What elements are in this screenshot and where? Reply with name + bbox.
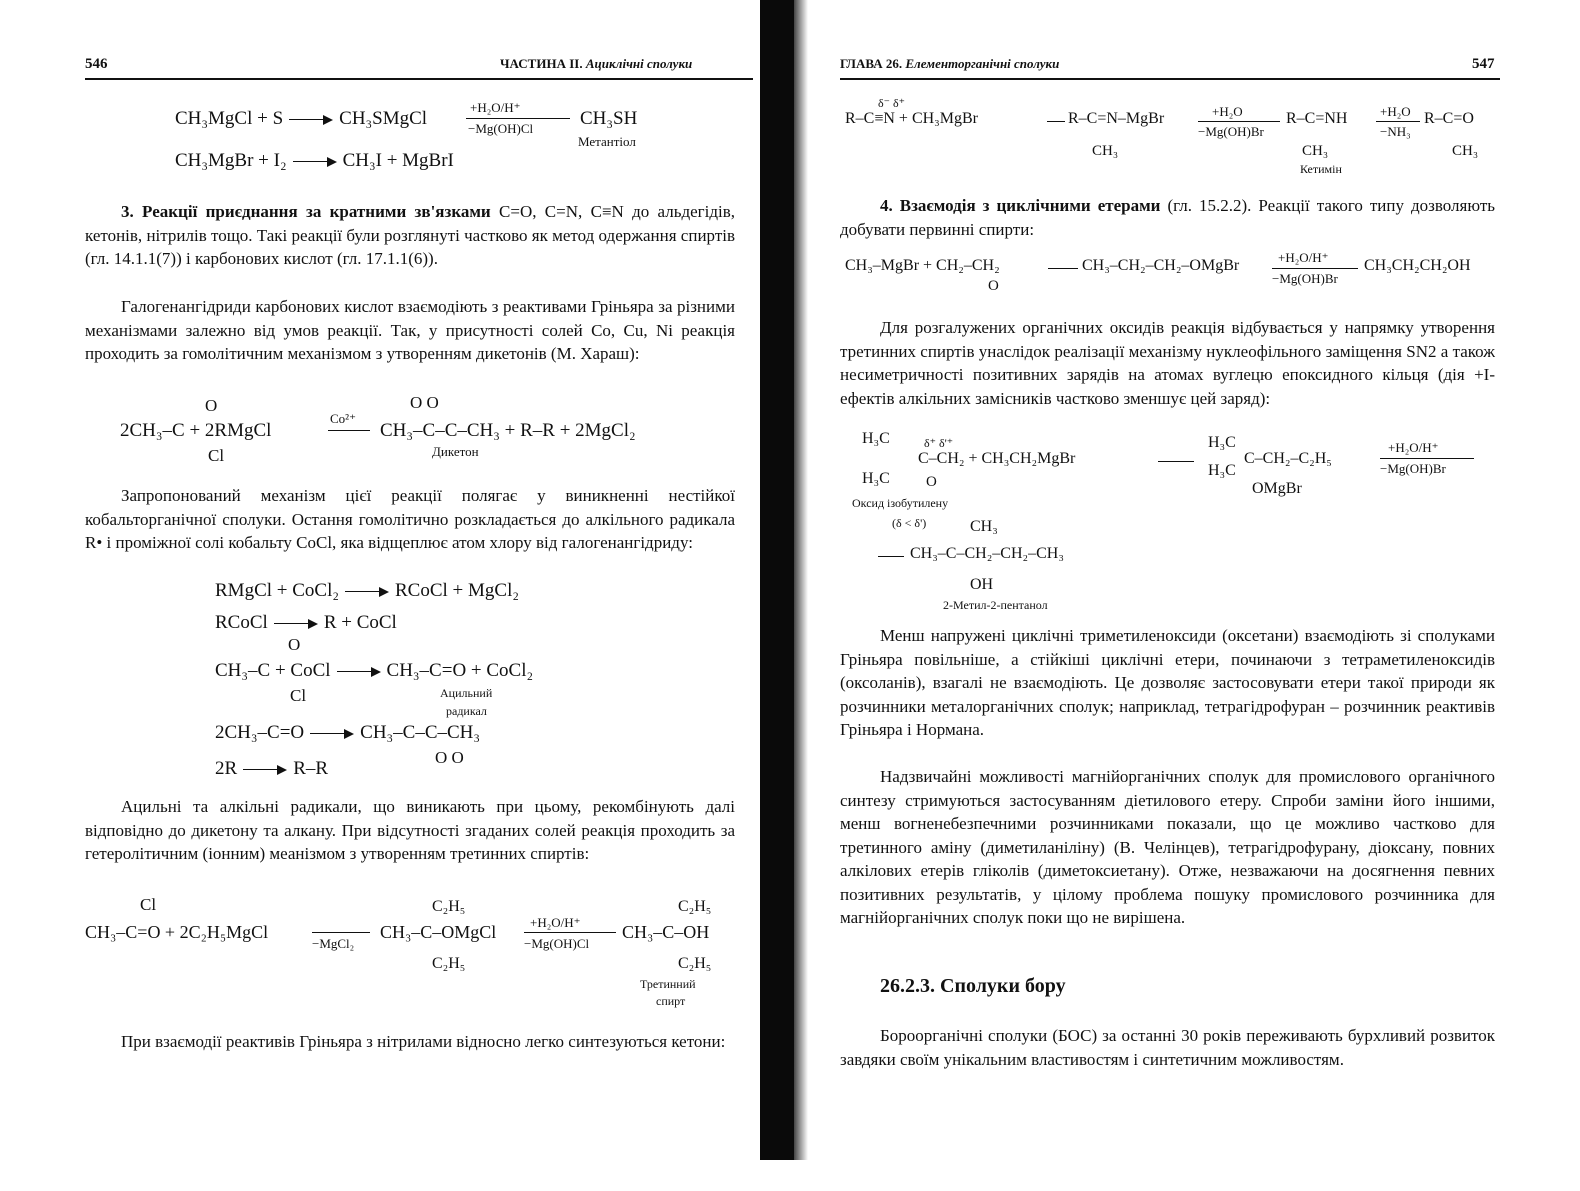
eq4-mid-bottom: C₂H₅ [432, 955, 466, 972]
eq3-oxygen: O [205, 396, 218, 415]
nitrile-intermediate: R–C=N–MgBr [1068, 110, 1165, 127]
mech-step-2: RCoCl R + CoCl [215, 612, 397, 633]
left-page [0, 0, 760, 1191]
eq3-catalyst: Co²⁺ [330, 411, 356, 426]
ketone-product: R–C=O [1424, 110, 1474, 127]
paragraph-nitriles: При взаємодії реактивів Гріньяра з нітрилами відносно легко синтезуються кетони: [121, 1032, 726, 1051]
pentanol-hydroxyl: OH [970, 576, 994, 593]
isobutylene-oxide-label: Оксид ізобутилену [852, 496, 949, 510]
paragraph-mechanism: Запропонований механізм цієї реакції полягає у виникненні нестійкої кобальторганічної сполуки. Остання гомолітично розкладається до алкільного радикала R• і проміжної солі кобальту CoCl, яка відщеплює атом хлору від галогенангідриду: [85, 486, 735, 552]
nitrile-condition-1-top: +H₂O [1212, 104, 1243, 119]
paragraph-additions: 3. Реакції приєднання за кратними зв'язками C=O, C=N, C≡N до альдегідів, кетонів, нітрилів тощо. Такі реакції були розглянуті частково як метод одержання спиртів (гл. 14.1.1(7)) і карбонових кислот (гл. 17.1.1(6)). [85, 202, 736, 268]
mech-step-4: 2CH₃–C=O CH₃–C–C–CH₃ [215, 722, 481, 743]
eq4-mid-top: C₂H₅ [432, 898, 466, 915]
eq4-product-top: C₂H₅ [678, 898, 712, 915]
eq4-chlorine: Cl [140, 895, 157, 914]
eq4-condition-2-top: +H₂O/H⁺ [530, 915, 581, 930]
mech3-chlorine: Cl [290, 686, 307, 705]
ketimine-label: Кетимін [1300, 162, 1342, 176]
ketone-methyl: CH₃ [1452, 143, 1479, 159]
paragraph-boron: Бороорганічні сполуки (БОС) за останні 30 років переживають бурхливий розвиток завдяки своїм унікальним властивостям і синтетичним можливостям. [840, 1026, 1495, 1069]
eq3-label: Дикетон [432, 444, 479, 459]
nitrile-condition-2-top: +H₂O [1380, 104, 1411, 119]
paragraph-branched-oxides: Для розгалужених органічних оксидів реакція відбувається у напрямку утворення третинних спиртів унаслідок реалізації механізму нуклеофільного заміщення SN2 а також несиметричності позитивних зарядів на атомах вуглецю епоксидного кільця (дія +I-ефектів алкільних замісників частково зменшує цей заряд): [840, 318, 1495, 408]
alkoxide-methyl-bottom: H₃C [1208, 462, 1236, 479]
tertiary-alcohol-label-1: Третинний [640, 977, 696, 991]
eq4-condition-1: −MgCl₂ [312, 936, 355, 951]
eq4-reactants: CH₃–C=O + 2C₂H₅MgCl [85, 922, 269, 942]
epoxide-condition-top: +H₂O/H⁺ [1388, 440, 1439, 455]
nitrile-condition-1-bottom: −Mg(OH)Br [1198, 124, 1264, 139]
paragraph-oxetanes: Менш напружені циклічні триметиленоксиди (оксетани) взаємодіють зі сполуками Гріньяра повільніше, а стійкіші циклічні етери, починаючи з тетраметиленоксидів (оксоланів), взагалі не взаємодіють. Це дозволяє застосовувати етери такої природи як розчинники металорганічних сполук; наприклад, тетрагідрофуран – розчинник реактивів Гріньяра і Нормана. [840, 626, 1495, 739]
alkoxide-intermediate: C–CH₂–C₂H₅ [1244, 450, 1332, 467]
header-rule-right [840, 78, 1500, 80]
book-spine [760, 0, 794, 1160]
page-number-right: 547 [1472, 56, 1495, 72]
mech-step-1: RMgCl + CoCl₂ RCoCl + MgCl₂ [215, 580, 519, 601]
ketimine: R–C=NH [1286, 110, 1348, 127]
epoxide-arrow-1 [1158, 461, 1194, 462]
pentanol-methyl: CH₃ [970, 518, 998, 535]
delta-condition: (δ < δ') [892, 516, 927, 530]
eq3-chlorine: Cl [208, 446, 225, 465]
ether-reactants: CH₃–MgBr + CH₂–CH₂ [845, 257, 1000, 274]
ether-oxygen: O [988, 278, 999, 294]
eq4-arrow-2 [524, 932, 616, 933]
ether-intermediate: CH₃–CH₂–CH₂–OMgBr [1082, 257, 1240, 274]
eq3-reactants: 2CH₃–C + 2RMgCl [120, 420, 272, 441]
pentanol-label: 2-Метил-2-пентанол [943, 598, 1048, 612]
ether-condition-bottom: −Mg(OH)Br [1272, 271, 1338, 286]
epoxide-reactants: C–CH₂ + CH₃CH₂MgBr [918, 450, 1076, 467]
acyl-radical-label-1: Ацильний [440, 686, 493, 700]
ether-arrow-2 [1272, 268, 1358, 269]
ether-condition-top: +H₂O/H⁺ [1278, 250, 1329, 265]
paragraph-solvents: Надзвичайні можливості магнійорганічних сполук для промислового органічного синтезу стримуються застосуванням діетилового етеру. Спроби заміни його іншими, менш вогненебезпечними розчинниками показали, що це можливо частково для третинного аміну (диметиланіліну) (В. Челінцев), тетрагідрофурану, діоксану, повних алкілових етерів гліколів (диметоксиетану). Отже, незважаючи на досягнення певних позитивних результатів, у цілому проблема пошуку промислового розчинника для магнійорганічних сполук поки що не вирішена. [840, 767, 1495, 927]
section-heading: 26.2.3. Сполуки бору [880, 975, 1066, 997]
eq4-arrow-1 [312, 932, 370, 933]
eq1-condition-bottom: −Mg(OH)Cl [468, 121, 534, 136]
paragraph-cyclic-ethers: 4. Взаємодія з циклічними етерами (гл. 15.2.2). Реакції такого типу дозволяють добувати первинні спирти: [840, 196, 1496, 239]
pentanol-arrow [878, 556, 904, 557]
eq3-oxygens: O O [410, 393, 439, 412]
nitrile-arrow-1 [1047, 121, 1065, 122]
nitrile-partial-charges: δ⁻ δ⁺ [878, 96, 905, 110]
ether-arrow-1 [1048, 268, 1078, 269]
paragraph-radicals: Ацильні та алкільні радикали, що виникають при цьому, рекомбінують далі відповідно до дикетону та алкану. При відсутності згаданих солей реакція проходить за гетеролітичним (іонним) меанізмом з утворенням третинних спиртів: [85, 797, 735, 863]
eq4-intermediate: CH₃–C–OMgCl [380, 922, 497, 942]
propanol-product: CH₃CH₂CH₂OH [1364, 257, 1471, 274]
nitrile-arrow-3 [1376, 121, 1420, 122]
eq3-arrow [328, 430, 370, 431]
acyl-radical-label-2: радикал [446, 704, 487, 718]
equation-2: CH₃MgBr + I₂ CH₃I + MgBrI [175, 150, 454, 171]
epoxide-methyl-top: H₃C [862, 430, 890, 447]
pentanol-chain: CH₃–C–CH₂–CH₂–CH₃ [910, 545, 1064, 562]
nitrile-reactants: R–C≡N + CH₃MgBr [845, 110, 978, 127]
epoxide-partial-charges: δ⁺ δ'⁺ [924, 436, 954, 450]
eq1-label: Метантіол [578, 134, 636, 149]
tertiary-alcohol-label-2: спирт [656, 994, 686, 1008]
mech-step-5: 2R R–R [215, 758, 329, 779]
mech-step-3: CH₃–C + CoCl CH₃–C=O + CoCl₂ [215, 660, 534, 681]
ketimine-methyl: CH₃ [1302, 143, 1329, 159]
nitrile-arrow-2 [1198, 121, 1280, 122]
header-rule-left [85, 78, 753, 80]
equation-1: CH₃MgCl + S CH₃SMgCl [175, 108, 428, 129]
eq1-condition-top: +H₂O/H⁺ [470, 100, 521, 115]
eq1-product: CH₃SH [580, 108, 638, 129]
nitrile-intermediate-methyl: CH₃ [1092, 143, 1119, 159]
eq4-condition-2-bottom: −Mg(OH)Cl [524, 936, 590, 951]
paragraph-acyl-halides: Галогенангідриди карбонових кислот взаємодіють з реактивами Гріньяра за різними механізмами залежно від умов реакції. Так, у присутності солей Co, Cu, Ni реакція проходить за гомолітичним механізмом з утворенням дикетонів (М. Хараш): [85, 297, 735, 363]
page-number-left: 546 [85, 56, 108, 72]
running-header-left: ЧАСТИНА II. Ациклічні сполуки [500, 56, 693, 71]
eq4-product: CH₃–C–OH [622, 922, 710, 942]
running-header-right: ГЛАВА 26. Елементорганічні сполуки [840, 56, 1060, 71]
mech3-oxygen: O [288, 635, 301, 654]
nitrile-condition-2-bottom: −NH₃ [1380, 124, 1411, 139]
alkoxide-omgbr: OMgBr [1252, 480, 1302, 497]
eq4-product-bottom: C₂H₅ [678, 955, 712, 972]
epoxide-arrow-2 [1380, 458, 1474, 459]
mech4-oxygens: O O [435, 748, 464, 767]
epoxide-oxygen: O [926, 474, 937, 490]
epoxide-condition-bottom: −Mg(OH)Br [1380, 461, 1446, 476]
eq3-products: CH₃–C–C–CH₃ + R–R + 2MgCl₂ [380, 420, 636, 441]
spine-shadow [794, 0, 808, 1160]
epoxide-methyl-bottom: H₃C [862, 470, 890, 487]
eq1-arrow [466, 118, 570, 119]
alkoxide-methyl-top: H₃C [1208, 434, 1236, 451]
right-page [840, 0, 1580, 1191]
